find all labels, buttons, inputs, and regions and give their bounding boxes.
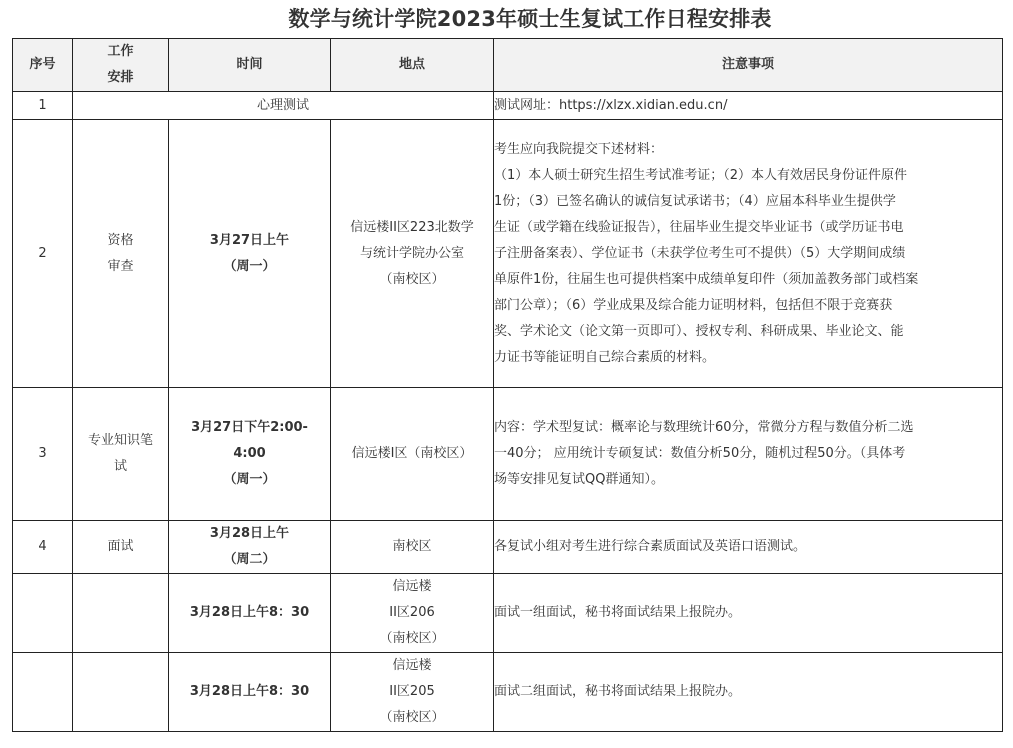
notes-line: 一40分； 应用统计专硕复试：数值分析50分，随机过程50分。（具体考 <box>494 446 906 461</box>
table-row <box>13 92 1003 120</box>
row-no: 4 <box>13 521 73 574</box>
notes-line: 力证书等能证明自己综合素质的材料。 <box>494 349 716 365</box>
row-notes: 各复试小组对考生进行综合素质面试及英语口语测试。 <box>494 521 1003 574</box>
row-no <box>13 653 73 732</box>
row-task <box>73 120 169 388</box>
row-task <box>73 388 169 521</box>
notes-line: 内容：学术型复试：概率论与数理统计60分，常微分方程与数值分析二选 <box>494 420 914 435</box>
time-line: （周一） <box>223 472 276 487</box>
row-time: 3月28日上午8：30 <box>169 653 331 732</box>
task-line: 资格 <box>107 232 134 248</box>
table-row <box>13 388 1003 521</box>
time-line: 3月27日下午2:00- <box>191 420 308 435</box>
row-no <box>13 574 73 653</box>
row-task <box>73 574 169 653</box>
row-place: 南校区 <box>331 521 494 574</box>
notes-line: 奖、学术论文（论文第一页即可）、授权专利、科研成果、毕业论文、能 <box>494 323 904 339</box>
row-no: 3 <box>13 388 73 521</box>
place-line: II区206 <box>389 605 435 620</box>
place-line: 与统计学院办公室 <box>359 245 464 261</box>
page-title: 数学与统计学院2023年硕士生复试工作日程安排表 <box>288 7 772 31</box>
notes-line: （1）本人硕士研究生招生考试准考证；（2）本人有效居民身份证件原件 <box>494 167 908 183</box>
header-task-line-2: 安排 <box>107 70 134 85</box>
task-line: 专业知识笔 <box>87 433 153 448</box>
row-notes: 面试二组面试，秘书将面试结果上报院办。 <box>494 653 1003 732</box>
row-task <box>73 653 169 732</box>
row-no: 2 <box>13 120 73 388</box>
place-line: 信远楼II区223北数学 <box>350 219 474 235</box>
table-row <box>13 574 1003 653</box>
header-row <box>13 39 1003 92</box>
header-place: 地点 <box>331 39 494 92</box>
row-notes <box>494 120 1003 388</box>
table-row <box>13 120 1003 388</box>
place-line: 信远楼 <box>392 658 432 673</box>
time-line: （周二） <box>223 552 276 567</box>
place-line: II区205 <box>389 684 435 699</box>
row-no: 1 <box>13 92 73 120</box>
row-place: 信远楼I区（南校区） <box>331 388 494 521</box>
place-line: （南校区） <box>379 710 445 725</box>
notes-line: 单原件1份，往届生也可提供档案中成绩单复印件（须加盖教务部门或档案 <box>494 271 919 287</box>
row-place <box>331 574 494 653</box>
row-time <box>169 120 331 388</box>
header-notes: 注意事项 <box>494 39 1003 92</box>
notes-line: 子注册备案表）、学位证书（未获学位考生可不提供）（5）大学期间成绩 <box>494 245 906 261</box>
notes-line: 部门公章）；（6）学业成果及综合能力证明材料，包括但不限于竞赛获 <box>494 297 893 313</box>
row-time <box>169 388 331 521</box>
header-no: 序号 <box>13 39 73 92</box>
row-notes: 测试网址：https://xlzx.xidian.edu.cn/ <box>494 92 1003 120</box>
time-line: 4:00 <box>233 446 266 461</box>
table-row <box>13 653 1003 732</box>
notes-line: 场等安排见复试QQ群通知）。 <box>494 472 664 487</box>
task-line: 试 <box>113 459 127 474</box>
notes-line: 1份；（3）已签名确认的诚信复试承诺书；（4）应届本科毕业生提供学 <box>494 193 896 209</box>
task-line: 审查 <box>107 258 134 274</box>
time-line: 3月27日上午 <box>209 232 290 248</box>
header-task-line-1: 工作 <box>107 44 134 59</box>
notes-line: 生证（或学籍在线验证报告），往届毕业生提交毕业证书（或学历证书电 <box>494 219 904 235</box>
row-time <box>169 521 331 574</box>
table-row <box>13 521 1003 574</box>
row-task: 面试 <box>73 521 169 574</box>
row-task: 心理测试 <box>73 92 494 120</box>
notes-line: 考生应向我院提交下述材料： <box>494 141 664 157</box>
schedule-table <box>12 38 1003 732</box>
time-line: （周一） <box>223 258 276 274</box>
header-time: 时间 <box>169 39 331 92</box>
place-line: 信远楼 <box>392 579 432 594</box>
place-line: （南校区） <box>379 631 445 646</box>
row-notes: 面试一组面试，秘书将面试结果上报院办。 <box>494 574 1003 653</box>
row-time: 3月28日上午8：30 <box>169 574 331 653</box>
row-place <box>331 653 494 732</box>
row-place <box>331 120 494 388</box>
row-notes <box>494 388 1003 521</box>
time-line: 3月28日上午 <box>209 526 290 541</box>
header-task <box>73 39 169 92</box>
place-line: （南校区） <box>379 271 445 287</box>
